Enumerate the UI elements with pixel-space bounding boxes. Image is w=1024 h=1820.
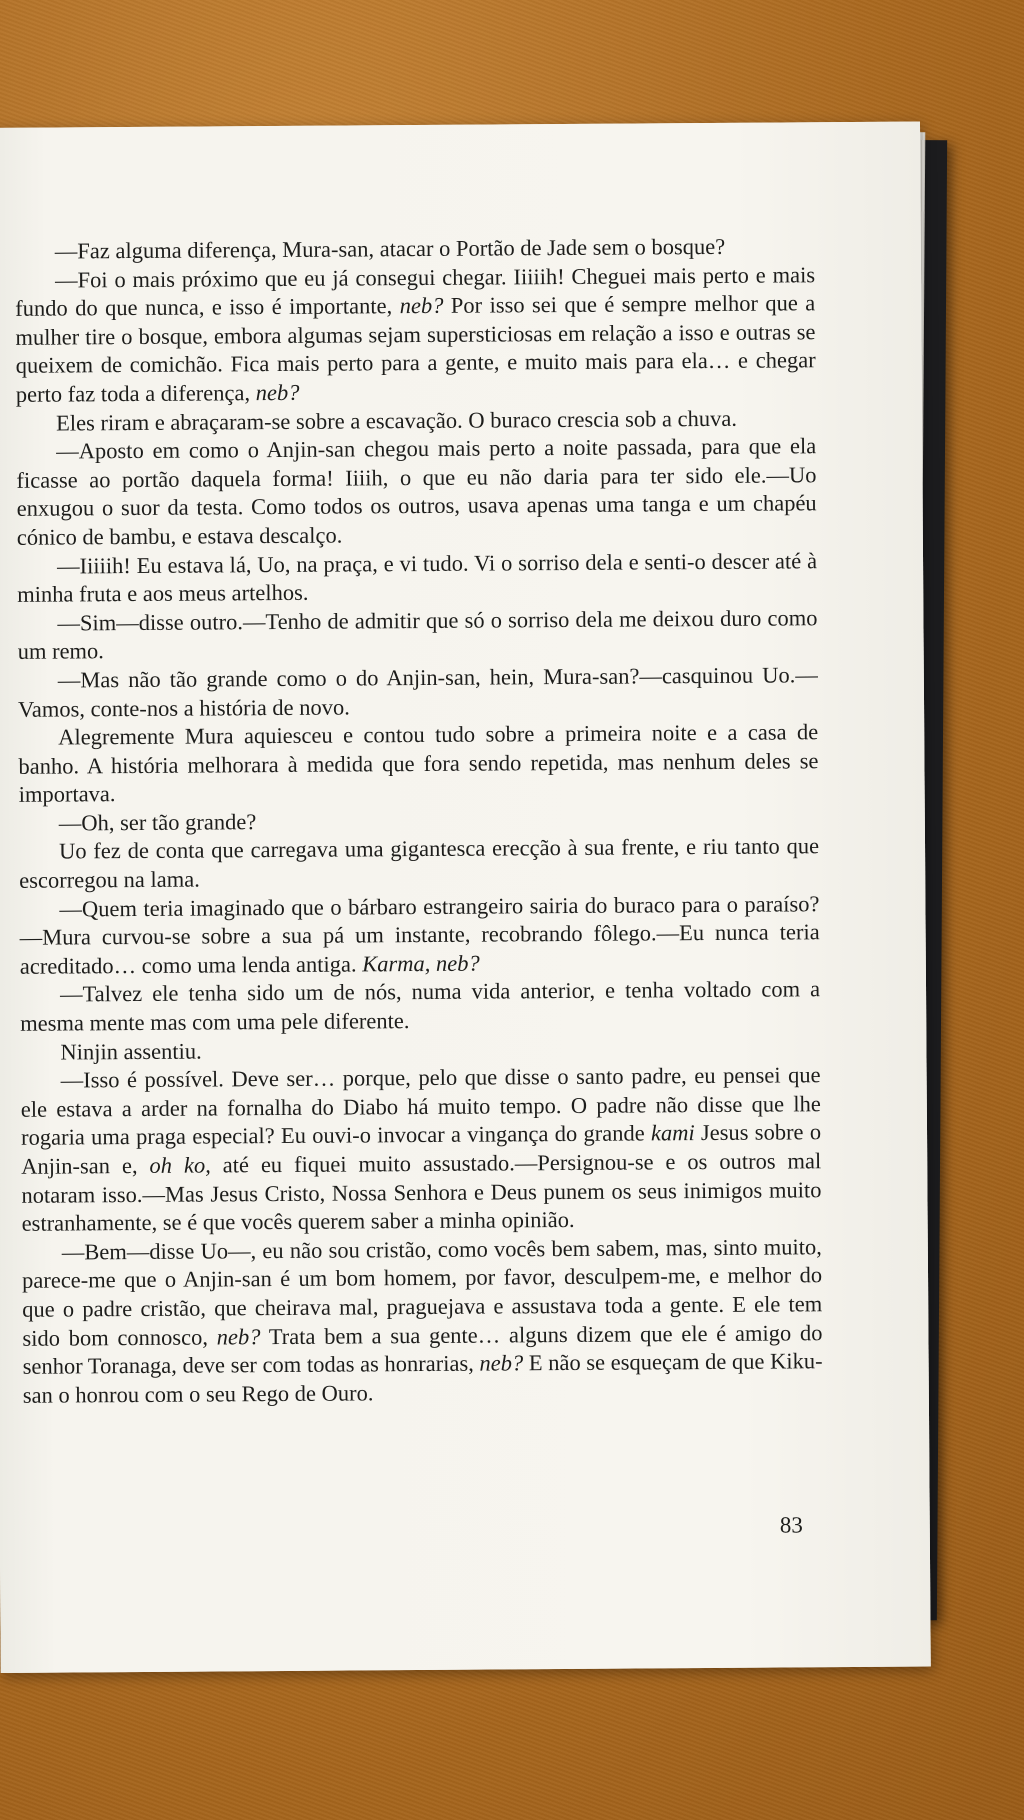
paragraph: —Sim—disse outro.—Tenho de admitir que só o sorriso dela me deixou duro como um remo. xyxy=(17,604,818,665)
paragraph: —Talvez ele tenha sido um de nós, numa vida anterior, e tenha voltado com a mesma mente mas com uma pele diferente. xyxy=(20,976,821,1036)
paragraph: —Foi o mais próximo que eu já consegui chegar. Iiiiih! Cheguei mais perto e mais fundo do que nunca, e isso é importante, neb? Por isso sei que é sempre melhor que a mulher tire o bosque, embora algumas sejam supersticiosas em relação a isso e outras se queixem de comichão. Fica mais perto para a gente, e muito mais para ela… e chegar perto faz toda a diferença, neb? xyxy=(15,261,816,407)
paragraph: Alegremente Mura aquiesceu e contou tudo sobre a primeira noite e a casa de banho. A história melhorara à medida que fora sendo repetida, mas nenhum deles se importava. xyxy=(18,719,819,808)
paragraph: —Isso é possível. Deve ser… porque, pelo que disse o santo padre, eu pensei que ele estava a arder na fornalha do Diabo há muito tempo. O padre não disse que lhe rogaria uma praga especial? Eu ouvi-o invocar a vingança do grande kami Jesus sobre o Anjin-san e, oh ko, até eu fiquei muito assustado.—Persignou-se e os outros mal notaram isso.—Mas Jesus Cristo, Nossa Senhora e Deus punem os seus inimigos muito estranhamente, se é que vocês querem saber a minha opinião. xyxy=(20,1062,822,1236)
paragraph: —Iiiiih! Eu estava lá, Uo, na praça, e vi tudo. Vi o sorriso dela e senti-o descer até à minha fruta e aos meus artelhos. xyxy=(17,547,818,607)
paragraph: —Faz alguma diferença, Mura-san, atacar o Portão de Jade sem o bosque? xyxy=(54,233,726,264)
page-number: 83 xyxy=(779,1512,803,1538)
paragraph: —Quem teria imaginado que o bárbaro estrangeiro sairia do buraco para o paraíso?—Mura curvou-se sobre a sua pá um instante, recobrando fôlego.—Eu nunca teria acreditado… como uma lenda antiga. Karma, neb? xyxy=(19,890,820,979)
paragraph: Uo fez de conta que carregava uma gigantesca erecção à sua frente, e riu tanto que escorregou na lama. xyxy=(19,833,820,893)
paragraph: —Oh, ser tão grande? xyxy=(58,809,257,836)
book-page xyxy=(0,122,931,1673)
page-text xyxy=(15,232,823,1410)
paragraph: —Bem—disse Uo—, eu não sou cristão, como vocês bem sabem, mas, sinto muito, parece-me que o Anjin-san é um bom homem, por favor, desculpem-me, e melhor do que o padre cristão, que cheirava mal, praguejava e assustava toda a gente. E ele tem sido bom connosco, neb? Trata bem a sua gente… alguns dizem que ele é amigo do senhor Toranaga, deve ser com todas as honrarias, neb? E não se esqueçam de que Kiku-san o honrou com o seu Rego de Ouro. xyxy=(21,1234,823,1408)
paragraph: —Mas não tão grande como o do Anjin-san, hein, Mura-san?—casquinou Uo.—Vamos, conte-nos a história de novo. xyxy=(17,662,818,722)
paragraph: Eles riram e abraçaram-se sobre a escavação. O buraco crescia sob a chuva. xyxy=(55,405,738,436)
paragraph: Ninjin assentiu. xyxy=(60,1038,202,1065)
paragraph: —Aposto em como o Anjin-san chegou mais perto a noite passada, para que ela ficasse ao portão daquela forma! Iiiih, o que eu não daria para ter sido ele.—Uo enxugou o suor da testa. Como todos os outros, usava apenas uma tanga e um chapéu cónico de bambu, e estava descalço. xyxy=(16,433,817,550)
